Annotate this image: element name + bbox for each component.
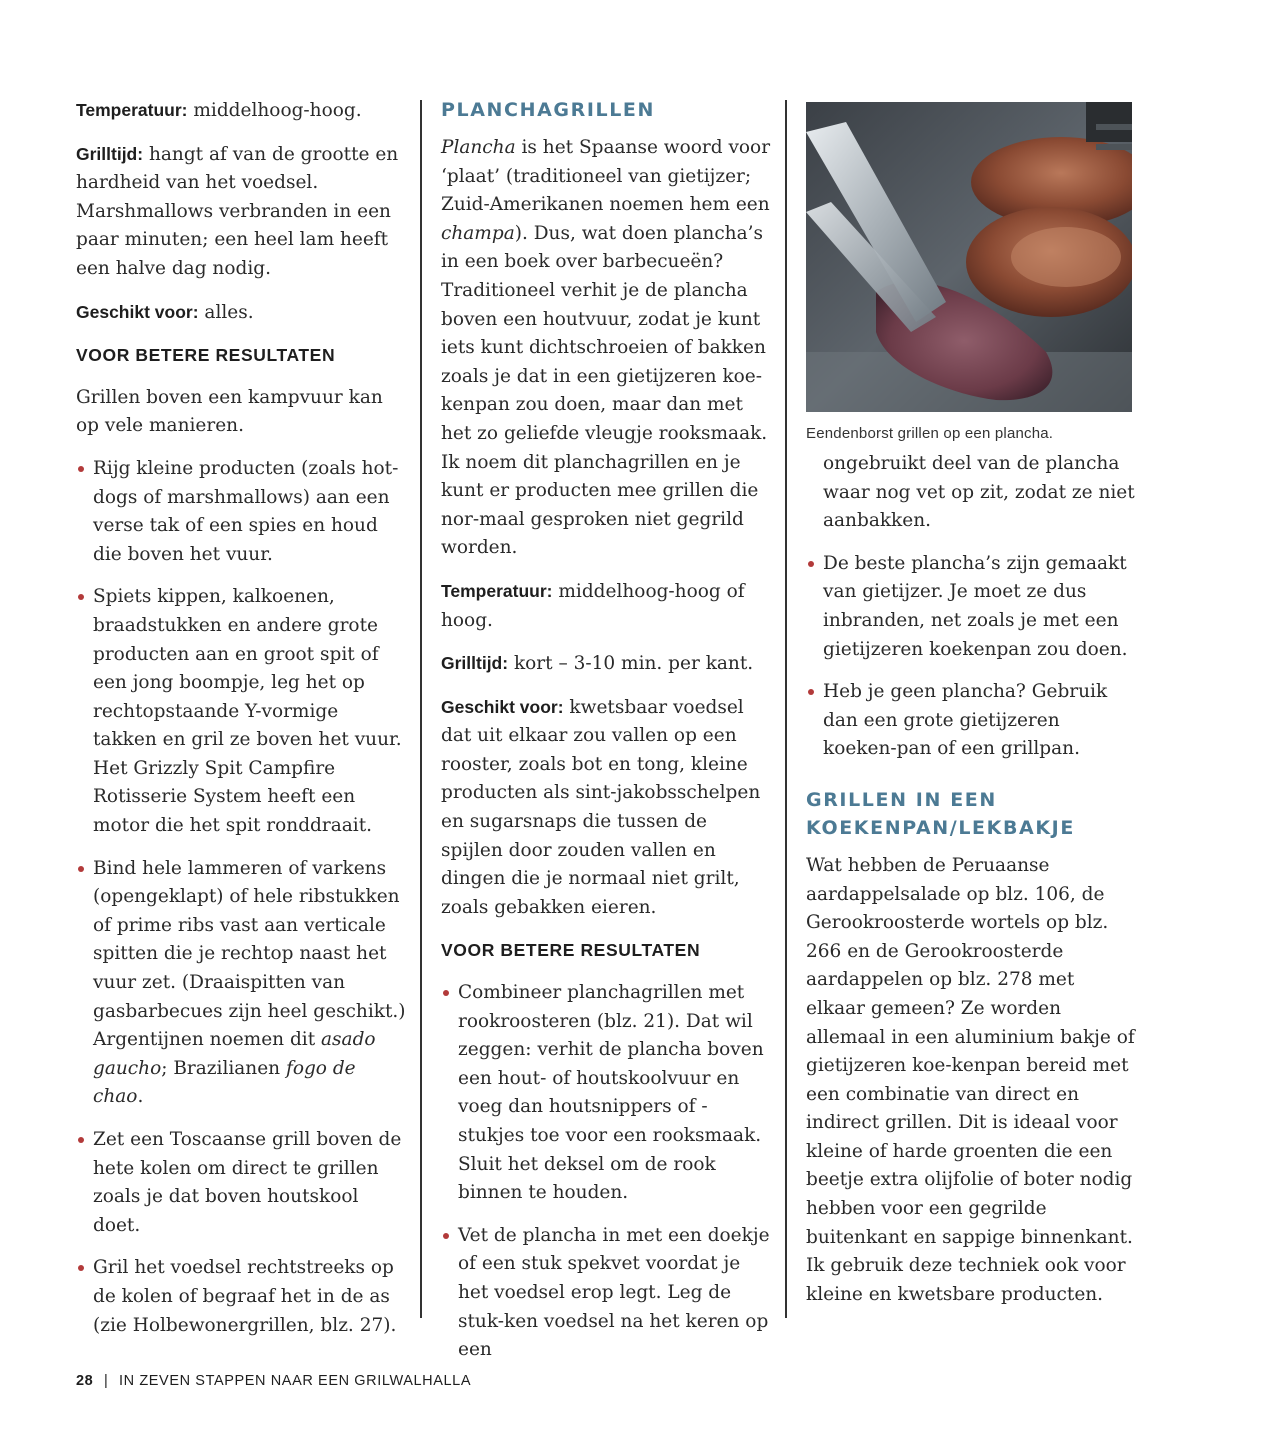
column-divider [420,100,422,1318]
footer-title: IN ZEVEN STAPPEN NAAR EEN GRILWALHALLA [119,1373,472,1389]
tips-list [76,455,406,1340]
suitable-line [441,693,771,923]
list-item-text: Heb je geen plancha? Gebruik dan een grote gietijzeren koeken-pan of een grillpan. [823,681,1108,760]
bullet-dot-icon [808,689,814,695]
subheading: VOOR BETERE RESULTATEN [441,940,701,961]
column-right [806,96,1136,1323]
list-item [76,1126,406,1240]
list-item [76,583,406,840]
section-heading: PLANCHAGRILLEN [441,99,655,121]
list-item [76,1254,406,1340]
body-paragraph: Wat hebben de Peruaanse aardappelsalade op blz. 106, de Gerookroosterde wortels op blz. 266 en de Gerookroosterde aardappelen op blz. 278 met elkaar gemeen? Ze worden allemaal in een aluminium bakje of gietijzeren koe-kenpan bereid met een combinatie van direct en indirect grillen. Dit is ideaal voor kleine of harde groenten die een beetje extra olijfolie of boter nodig hebben voor een gegrilde buitenkant en sappige binnenkant. Ik gebruik deze techniek ook voor kleine en kwetsbare producten. [806,854,1135,1305]
temperature-line [76,96,406,126]
list-item-text: Combineer planchagrillen met rookroosteren (blz. 21). Dat wil zeggen: verhit de plancha boven een hout- of houtskoolvuur en voeg dan houtsnippers of -stukjes toe voor een rooksmaak. Sluit het deksel om de rook binnen te houden. [458,982,764,1204]
paragraph-text: is het Spaanse woord voor ‘plaat’ (traditioneel van gietijzer; Zuid-Amerikanen noemen hem een [441,137,771,216]
list-item-text: ; Brazilianen [161,1057,286,1079]
intro-paragraph: Grillen boven een kampvuur kan op vele manieren. [76,386,383,437]
list-item-text: Spiets kippen, kalkoenen, braadstukken en andere grote producten aan en groot spit of een jong boompje, leg het op rechtopstaande Y-vormige takken en gril ze boven het vuur. Het Grizzly Spit Campfire Rotisserie System heeft een motor die het spit ronddraait. [93,586,402,837]
list-item-text: . [137,1086,144,1108]
suitable-value: alles. [198,301,254,323]
temperature-line [441,577,771,635]
list-item [441,979,771,1208]
bullet-dot-icon [78,866,84,872]
suitable-value: kwetsbaar voedsel dat uit elkaar zou vallen op een rooster, zoals bot en tong, kleine producten als sint-jakobsschelpen en sugarsnaps die tussen de spijlen door zouden vallen en dingen die je normaal niet grilt, zoals gebakken eieren. [441,696,761,918]
temperature-label: Temperatuur: [76,100,188,120]
list-item [76,455,406,569]
list-item [76,855,406,1112]
list-item-text: Gril het voedsel rechtstreeks op de kolen of begraaf het in de as (zie Holbewonergrillen, blz. 27). [93,1257,397,1336]
bullet-dot-icon [443,1233,449,1239]
list-item [806,550,1136,664]
suitable-line [76,298,406,328]
grilltime-value: kort – 3-10 min. per kant. [508,653,754,675]
grilltime-line [441,649,771,679]
paragraph-text: ). Dus, wat doen plancha’s in een boek over barbecueën? Traditioneel verhit je de plancha boven een houtvuur, zodat je kunt iets kunt dichtschroeien of bakken zoals je dat in een gietijzeren koe-kenpan zou doen, maar dan met het zo geliefde vleugje rooksmaak. Ik noem dit planchagrillen en je kunt er producten mee grillen die nor-maal gesproken niet gegrild worden. [441,222,768,559]
duck-breast-photo [806,102,1132,412]
suitable-label: Geschikt voor: [441,696,564,717]
bullet-dot-icon [78,594,84,600]
photo-caption: Eendenborst grillen op een plancha. [806,425,1054,442]
grilltime-value: hangt af van de grootte en hardheid van het voedsel. Marshmallows verbranden in een paar minuten; een heel lam heeft een halve dag nodig. [76,143,399,279]
list-item [441,1222,771,1365]
list-item-text: Rijg kleine producten (zoals hot-dogs of marshmallows) aan een verse tak of een spies en houd die boven het vuur. [93,457,399,565]
column-divider [785,100,787,1318]
page-number: 28 [76,1373,94,1389]
continued-bullet-text: ongebruikt deel van de plancha waar nog vet op zit, zodat ze niet aanbakken. [823,453,1135,532]
column-left [76,96,406,1354]
bullet-dot-icon [78,466,84,472]
suitable-label: Geschikt voor: [76,301,199,322]
list-item-text: Vet de plancha in met een doekje of een stuk spekvet voordat je het voedsel erop legt. Leg de stuk-ken voedsel na het keren op een [458,1224,770,1361]
bullet-dot-icon [443,990,449,996]
tips-list [806,550,1136,764]
list-item-text: Bind hele lammeren of varkens (opengeklapt) of hele ribstukken of prime ribs vast aan verticale spitten die je rechtop naast het vuur zet. (Draaispitten van gasbarbecues zijn heel geschikt.) Argentijnen noemen dit [93,857,406,1051]
temperature-value: middelhoog-hoog. [187,100,362,121]
intro-paragraph [441,134,771,563]
grilltime-label: Grilltijd: [76,143,144,164]
column-middle [441,96,771,1379]
list-item-text: De beste plancha’s zijn gemaakt van gietijzer. Je moet ze dus inbranden, net zoals je met een gietijzeren koekenpan zou doen. [823,552,1128,660]
subheading: VOOR BETERE RESULTATEN [76,345,336,366]
italic-term: Plancha [441,137,516,158]
italic-term: fogo de chao [93,1057,356,1108]
italic-term: asado gaucho [93,1029,376,1079]
tips-list [441,979,771,1365]
grilltime-label: Grilltijd: [441,653,509,674]
page-footer [76,1373,471,1389]
temperature-value: middelhoog-hoog of hoog. [441,580,745,631]
grilltime-line [76,140,406,284]
list-item [806,678,1136,764]
footer-separator: | [103,1373,109,1389]
section-heading: GRILLEN IN EEN KOEKENPAN/LEKBAKJE [806,788,1075,839]
bullet-dot-icon [78,1137,84,1143]
temperature-label: Temperatuur: [441,580,553,601]
bullet-dot-icon [808,561,814,567]
list-item-text: Zet een Toscaanse grill boven de hete kolen om direct te grillen zoals je dat boven houtskool doet. [93,1129,402,1236]
italic-term: champa [441,222,515,244]
bullet-dot-icon [78,1265,84,1271]
